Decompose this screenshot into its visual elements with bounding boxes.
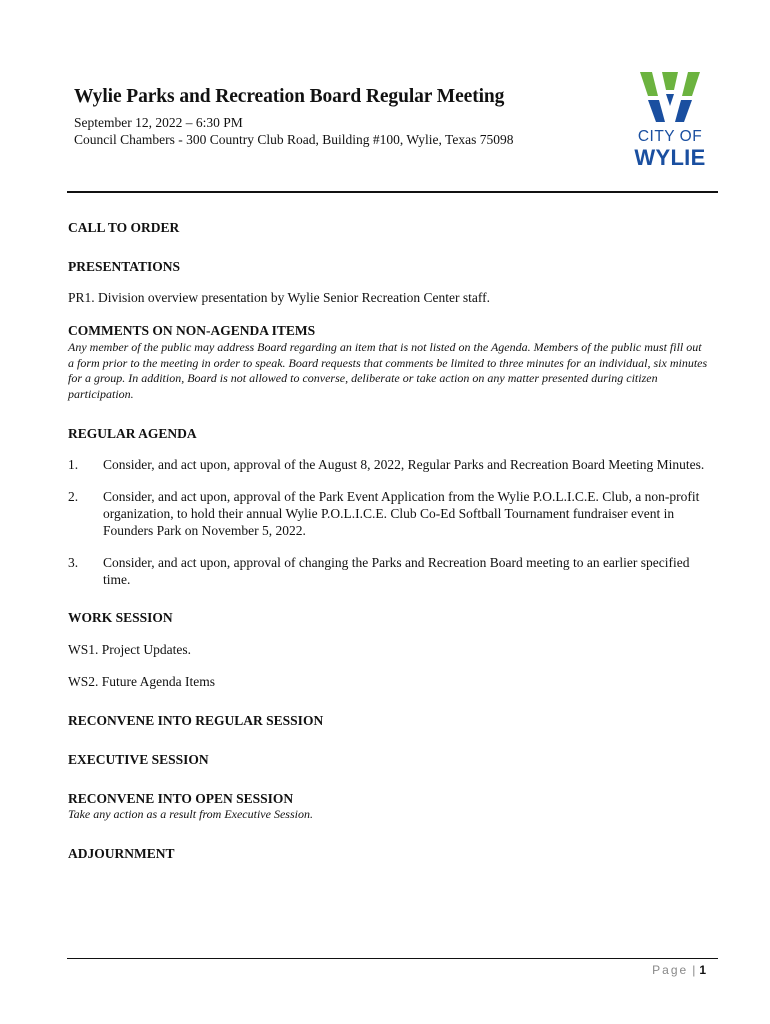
logo-text-wylie: WYLIE [634, 145, 706, 170]
agenda-item-number: 2. [68, 489, 79, 504]
footer-divider [67, 958, 718, 959]
presentations-heading: PRESENTATIONS [68, 259, 181, 274]
meeting-date: September 12, 2022 – 6:30 PM [74, 115, 243, 130]
page-label: Page [652, 963, 689, 977]
agenda-item-text: Consider, and act upon, approval of the August 8, 2022, Regular Parks and Recreation Board Meeting Minutes. [103, 457, 705, 472]
reconvene-open-heading: RECONVENE INTO OPEN SESSION [68, 791, 294, 806]
page-footer [652, 963, 706, 977]
reconvene-regular-heading: RECONVENE INTO REGULAR SESSION [68, 713, 324, 728]
logo-text-city-of: CITY OF [637, 128, 703, 145]
page-separator: | [692, 963, 696, 977]
comments-text: Any member of the public may address Board regarding an item that is not listed on the Agenda. Members of the public must fill out a form prior to the meeting in order to speak. Board requests that comments be limited to three minutes for an individual, six minutes for a group. In addition, Board is not allowed to converse, deliberate or take action on any matter presented during citizen participation. [68, 340, 708, 401]
meeting-title: Wylie Parks and Recreation Board Regular Meeting [74, 86, 505, 107]
presentation-item-pr1: PR1. Division overview presentation by Wylie Senior Recreation Center staff. [68, 290, 490, 305]
agenda-item-number: 3. [68, 555, 79, 570]
comments-heading: COMMENTS ON NON-AGENDA ITEMS [68, 323, 316, 338]
regular-agenda-heading: REGULAR AGENDA [68, 426, 197, 441]
work-session-item-ws1: WS1. Project Updates. [68, 642, 191, 657]
agenda-item-text: Consider, and act upon, approval of the Park Event Application from the Wylie P.O.L.I.C.E. Club, a non-profit organization, to hold their annual Wylie P.O.L.I.C.E. Club Co-Ed Softball Tournament fundraiser event in Founders Park on November 5, 2022. [103, 489, 700, 538]
wylie-w-icon [632, 70, 708, 128]
page-number: 1 [699, 963, 706, 977]
agenda-item-number: 1. [68, 457, 79, 472]
page-header [74, 86, 614, 148]
agenda-item-text: Consider, and act upon, approval of changing the Parks and Recreation Board meeting to an earlier specified time. [103, 555, 690, 587]
executive-session-heading: EXECUTIVE SESSION [68, 752, 209, 767]
work-session-heading: WORK SESSION [68, 610, 173, 625]
work-session-item-ws2: WS2. Future Agenda Items [68, 674, 215, 689]
header-divider [67, 191, 718, 193]
agenda-item-1 [68, 456, 708, 473]
city-of-wylie-logo [632, 70, 708, 170]
reconvene-open-text: Take any action as a result from Executive Session. [68, 807, 313, 821]
agenda-body [68, 220, 708, 862]
agenda-item-3 [68, 554, 708, 588]
meeting-location: Council Chambers - 300 Country Club Road, Building #100, Wylie, Texas 75098 [74, 132, 514, 147]
agenda-item-2 [68, 488, 708, 539]
adjournment-heading: ADJOURNMENT [68, 845, 175, 861]
call-to-order-heading: CALL TO ORDER [68, 220, 180, 235]
